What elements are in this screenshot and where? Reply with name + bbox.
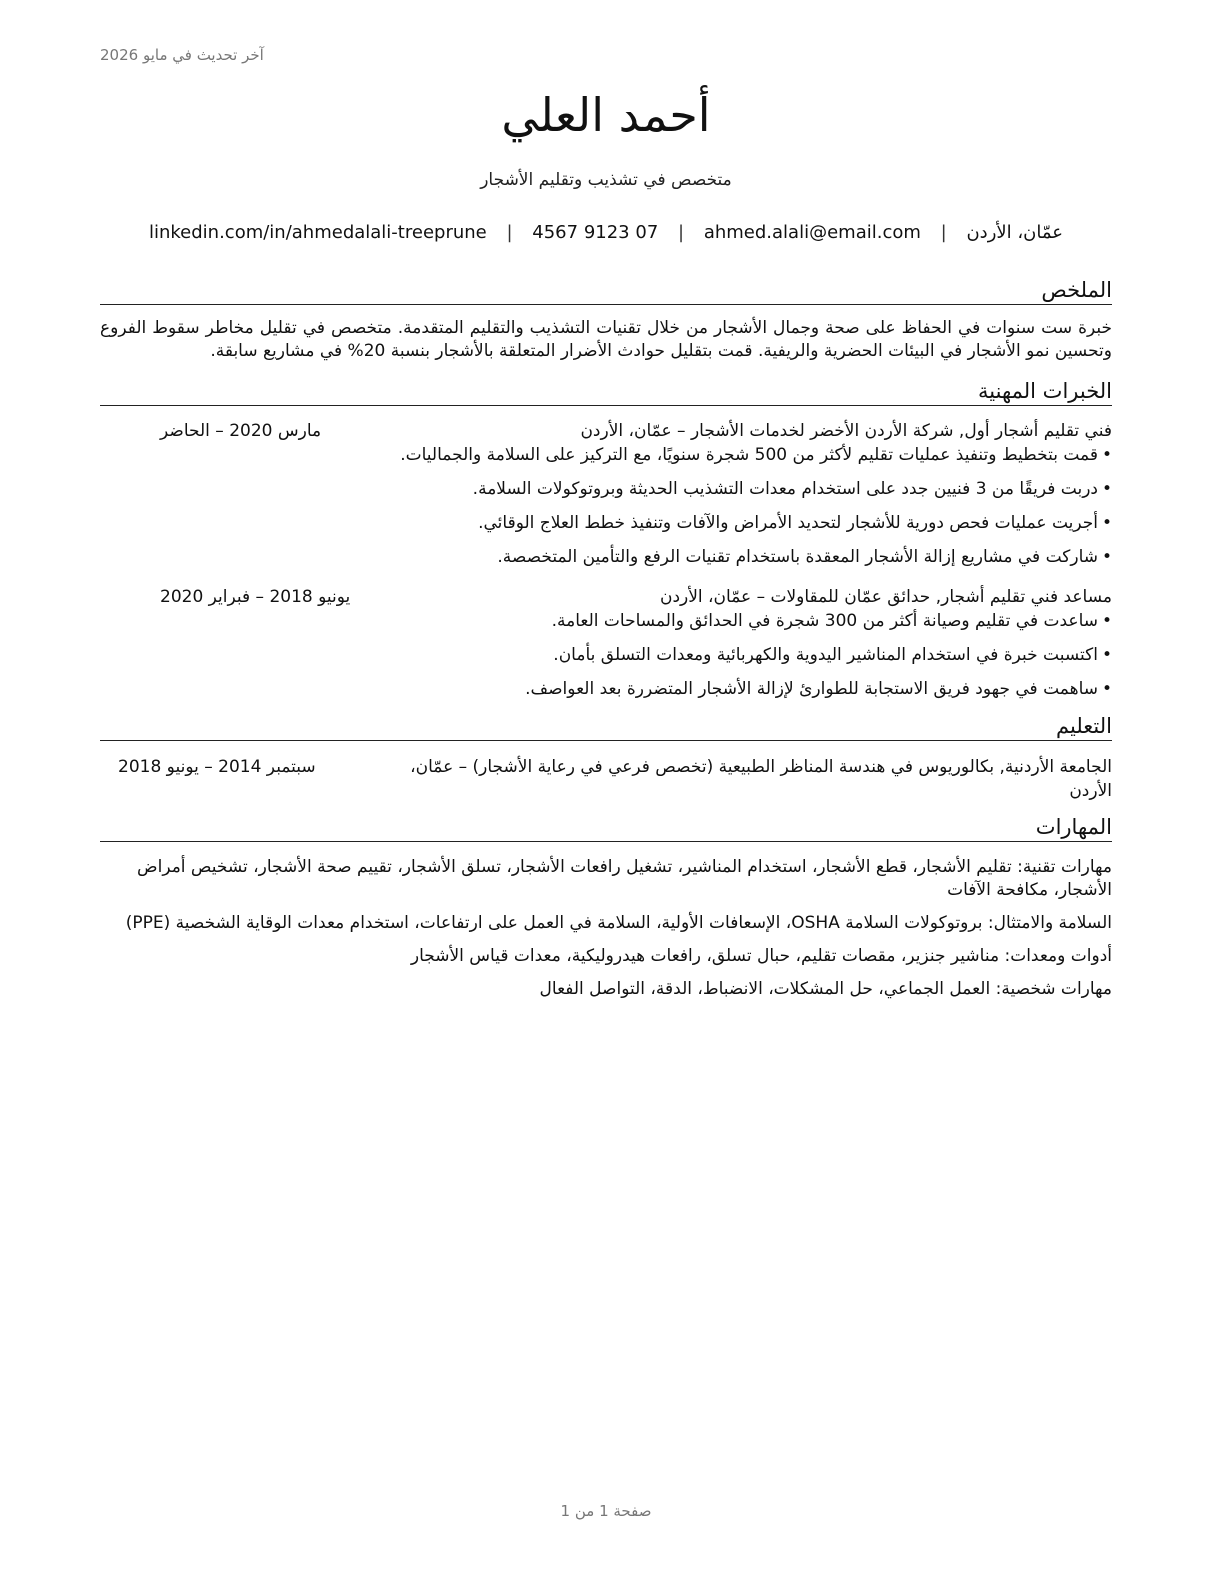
contact-line <box>100 222 1112 243</box>
job-bullet-text: قمت بتخطيط وتنفيذ عمليات تقليم لأكثر من 500 شجرة سنويًا، مع التركيز على السلامة والجماليات. <box>400 445 1098 465</box>
job-bullet-text: أجريت عمليات فحص دورية للأشجار لتحديد الأمراض والآفات وتنفيذ خطط العلاج الوقائي. <box>478 513 1098 533</box>
job-bullet-text: ساهمت في جهود فريق الاستجابة للطوارئ لإزالة الأشجار المتضررة بعد العواصف. <box>525 679 1098 699</box>
contact-separator: | <box>940 222 947 243</box>
bullet-symbol: • <box>1101 611 1112 631</box>
summary-heading: الملخص <box>100 276 1112 305</box>
education-entry <box>100 755 1112 803</box>
contact-phone[interactable]: 07 9123 4567 <box>532 222 659 243</box>
job-bullet-text: اكتسبت خبرة في استخدام المناشير اليدوية والكهربائية ومعدات التسلق بأمان. <box>553 645 1098 665</box>
job-header <box>100 418 1112 444</box>
bullet-symbol: • <box>1101 645 1112 665</box>
education-line-end: الأردن <box>1069 781 1112 801</box>
resume-page <box>100 0 1112 1584</box>
job-bullets <box>100 610 1112 700</box>
job-bullet <box>100 610 1112 632</box>
education-heading: التعليم <box>100 712 1112 741</box>
candidate-name: أحمد العلي <box>501 88 711 142</box>
job-entry <box>100 584 1112 700</box>
job-dates: يونيو 2018 – فبراير 2020 <box>160 587 351 607</box>
resume-content <box>100 276 1112 1011</box>
bullet-symbol: • <box>1101 445 1112 465</box>
candidate-title: متخصص في تشذيب وتقليم الأشجار <box>480 170 732 190</box>
contact-email[interactable]: ahmed.alali@email.com <box>703 222 921 243</box>
job-header <box>100 584 1112 610</box>
summary-text: خبرة ست سنوات في الحفاظ على صحة وجمال الأشجار من خلال تقنيات التشذيب والتقليم المتقدمة. متخصص في تقليل مخاطر سقوط الفروع وتحسين نمو الأشجار في البيئات الحضرية والريفية. قمت بتقليل حوادث الأضرار المتعلقة بالأشجار بنسبة 20% في مشاريع سابقة. <box>100 318 1112 361</box>
contact-separator: | <box>678 222 685 243</box>
education-dates: سبتمبر 2014 – يونيو 2018 <box>118 757 316 777</box>
job-bullet <box>100 644 1112 666</box>
job-bullet-text: شاركت في مشاريع إزالة الأشجار المعقدة باستخدام تقنيات الرفع والتأمين المتخصصة. <box>497 547 1098 567</box>
education-degree: الجامعة الأردنية, بكالوريوس في هندسة المناظر الطبيعية (تخصص فرعي في رعاية الأشجار) – عمّان، <box>410 757 1112 777</box>
bullet-symbol: • <box>1101 479 1112 499</box>
skills-line-safety: السلامة والامتثال: بروتوكولات السلامة OSHA، الإسعافات الأولية، السلامة في العمل على ارتفاعات، استخدام معدات الوقاية الشخصية (PPE) <box>125 913 1112 933</box>
job-bullet <box>100 678 1112 700</box>
contact-linkedin[interactable]: linkedin.com/in/ahmedalali-treeprune <box>148 222 487 243</box>
page-number: صفحة 1 من 1 <box>560 1502 652 1520</box>
job-role: فني تقليم أشجار أول, شركة الأردن الأخضر لخدمات الأشجار – عمّان، الأردن <box>580 421 1112 441</box>
job-bullet <box>100 444 1112 466</box>
job-bullets <box>100 444 1112 568</box>
job-bullet-text: دربت فريقًا من 3 فنيين جدد على استخدام معدات التشذيب الحديثة وبروتوكولات السلامة. <box>472 479 1098 499</box>
job-dates: مارس 2020 – الحاضر <box>160 421 322 441</box>
contact-location: عمّان، الأردن <box>966 222 1064 243</box>
job-entry <box>100 418 1112 568</box>
job-bullet <box>100 478 1112 500</box>
bullet-symbol: • <box>1101 513 1112 533</box>
skills-line-tools: أدوات ومعدات: مناشير جنزير، مقصات تقليم، حبال تسلق، رافعات هيدروليكية، معدات قياس الأشجار <box>410 946 1112 966</box>
bullet-symbol: • <box>1101 679 1112 699</box>
job-role: مساعد فني تقليم أشجار, حدائق عمّان للمقاولات – عمّان، الأردن <box>659 587 1112 607</box>
job-bullet <box>100 546 1112 568</box>
last-updated-note: آخر تحديث في مايو 2026 <box>100 46 264 64</box>
skills-line-technical: مهارات تقنية: تقليم الأشجار، قطع الأشجار، استخدام المناشير، تشغيل رافعات الأشجار، تسلق الأشجار، تقييم صحة الأشجار، تشخيص أمراض الأشجار، مكافحة الآفات <box>137 857 1112 900</box>
experience-heading: الخبرات المهنية <box>100 377 1112 406</box>
skills-line-soft: مهارات شخصية: العمل الجماعي، حل المشكلات، الانضباط، الدقة، التواصل الفعال <box>539 979 1112 999</box>
job-bullet-text: ساعدت في تقليم وصيانة أكثر من 300 شجرة في الحدائق والمساحات العامة. <box>551 611 1098 631</box>
skills-list <box>100 856 1112 1001</box>
contact-separator: | <box>506 222 513 243</box>
skills-heading: المهارات <box>100 813 1112 842</box>
bullet-symbol: • <box>1101 547 1112 567</box>
job-bullet <box>100 512 1112 534</box>
